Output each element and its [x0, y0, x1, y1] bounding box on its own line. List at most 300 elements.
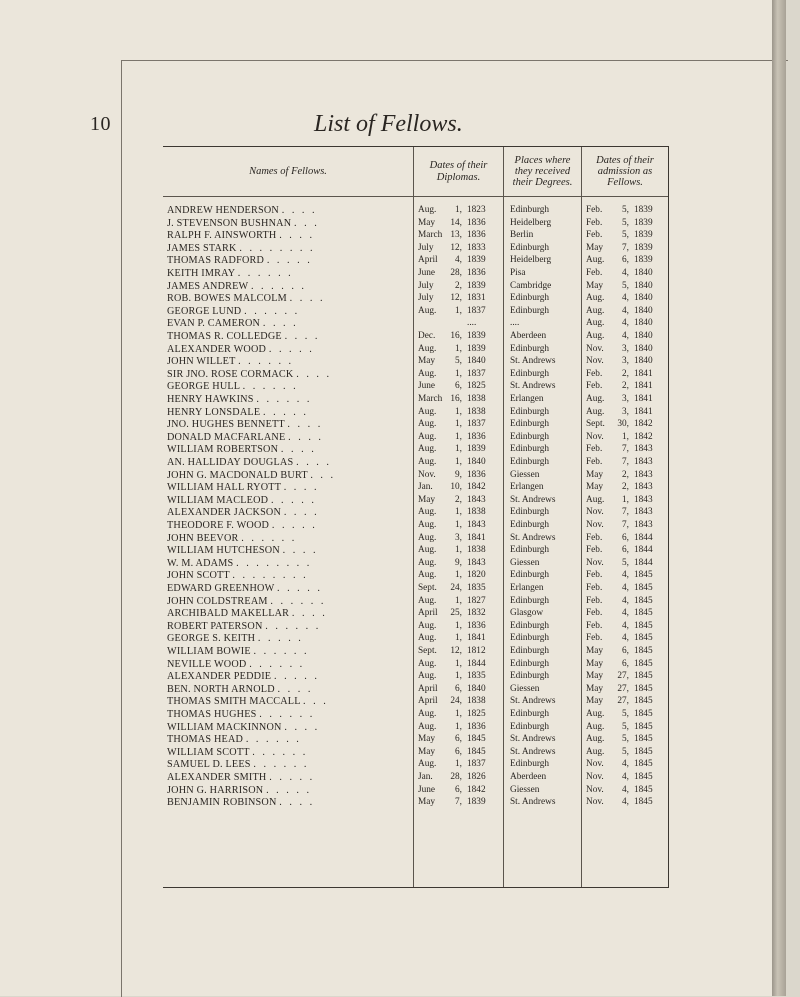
fellow-name: WILLIAM HALL RYOTT . . . .: [167, 482, 320, 494]
admission-year: 1841: [634, 394, 653, 404]
admission-day: 3,: [622, 356, 629, 367]
admission-day: 1,: [622, 431, 629, 442]
admission-day: 4,: [622, 293, 629, 304]
diploma-day: 1,: [455, 545, 462, 556]
admission-month: Aug.: [586, 394, 605, 404]
admission-day: 7,: [622, 520, 629, 530]
admission-month: May: [586, 646, 604, 656]
diploma-month: July: [418, 280, 434, 291]
diploma-day: 24,: [450, 583, 462, 593]
table-row: [163, 797, 668, 810]
admission-year: 1843: [634, 444, 653, 455]
admission-day: 7,: [622, 507, 629, 518]
diploma-day: 1,: [455, 658, 462, 669]
diploma-day: 1,: [455, 431, 462, 442]
admission-year: 1843: [634, 482, 653, 493]
diploma-month: Aug.: [418, 595, 437, 606]
admission-month: May: [586, 671, 604, 682]
admission-month: Nov.: [586, 343, 604, 354]
table-row: [163, 621, 668, 634]
diploma-day: 1,: [455, 595, 462, 606]
degree-place: Giessen: [510, 469, 540, 480]
admission-month: Sept.: [586, 419, 605, 430]
admission-month: Feb.: [586, 633, 603, 644]
degree-place: Edinburgh: [510, 671, 550, 682]
diploma-year: 1836: [467, 268, 486, 278]
degree-place: St. Andrews: [510, 696, 556, 707]
diploma-year: 1839: [467, 255, 486, 266]
table-row: [163, 759, 668, 772]
admission-day: 5,: [622, 230, 629, 241]
diploma-year: 1836: [467, 230, 486, 241]
header-admission: Dates of their admission as Fellows.: [596, 154, 654, 188]
admission-year: 1845: [634, 583, 653, 593]
diploma-day: 2,: [455, 494, 462, 505]
fellow-name: EVAN P. CAMERON . . . .: [167, 318, 299, 330]
table-row: [163, 205, 668, 218]
admission-year: 1840: [634, 280, 653, 291]
table-row: [163, 583, 668, 596]
admission-day: 2,: [622, 381, 629, 392]
diploma-day: 1,: [455, 368, 462, 379]
admission-year: 1845: [634, 570, 653, 581]
diploma-month: Sept.: [418, 646, 437, 656]
diploma-year: 1831: [467, 293, 486, 304]
diploma-month: Aug.: [418, 545, 437, 556]
diploma-year: 1835: [467, 583, 486, 593]
diploma-month: Aug.: [418, 457, 437, 467]
degree-place: Edinburgh: [510, 343, 550, 354]
admission-month: Feb.: [586, 444, 603, 455]
table-row: [163, 457, 668, 470]
diploma-day: 1,: [455, 520, 462, 530]
page-header: [90, 113, 610, 137]
diploma-month: March: [418, 394, 443, 404]
diploma-year: 1837: [467, 419, 486, 430]
diploma-day: 16,: [450, 394, 462, 404]
admission-month: May: [586, 469, 604, 480]
diploma-year: 1812: [467, 646, 486, 656]
admission-month: May: [586, 696, 604, 707]
table-row: [163, 444, 668, 457]
fellow-name: GEORGE S. KEITH . . . . .: [167, 633, 304, 645]
fellow-name: KEITH IMRAY . . . . . .: [167, 268, 294, 279]
admission-month: Feb.: [586, 595, 603, 606]
admission-day: 30,: [617, 419, 629, 430]
fellow-name: JAMES ANDREW . . . . . .: [167, 280, 307, 292]
admission-day: 5,: [622, 280, 629, 291]
admission-day: 4,: [622, 583, 629, 593]
degree-place: Edinburgh: [510, 595, 550, 606]
admission-month: Feb.: [586, 620, 603, 631]
diploma-year: 1835: [467, 671, 486, 682]
diploma-month: Aug.: [418, 419, 437, 430]
diploma-month: Aug.: [418, 721, 437, 732]
admission-year: 1840: [634, 343, 653, 354]
diploma-day: 6,: [455, 683, 462, 694]
degree-place: Cambridge: [510, 280, 552, 291]
diploma-day: 28,: [450, 268, 462, 278]
fellow-name: JOHN SCOTT . . . . . . . .: [167, 570, 309, 582]
table-row: [163, 785, 668, 798]
admission-day: 5,: [622, 746, 629, 757]
diploma-month: Aug.: [418, 406, 437, 417]
diploma-day: 1,: [455, 633, 462, 644]
diploma-year: 1845: [467, 746, 486, 757]
degree-place: ....: [510, 318, 520, 329]
admission-month: Nov.: [586, 520, 604, 530]
diploma-day: 1,: [455, 721, 462, 732]
fellow-name: ALEXANDER JACKSON . . . .: [167, 507, 320, 519]
admission-day: 5,: [622, 217, 629, 228]
fellow-name: EDWARD GREENHOW . . . . .: [167, 583, 323, 594]
diploma-month: April: [418, 255, 438, 266]
diploma-year: 1842: [467, 784, 486, 795]
admission-day: 4,: [622, 318, 629, 329]
table-row: [163, 293, 668, 306]
degree-place: Edinburgh: [510, 406, 550, 417]
diploma-year: 1825: [467, 709, 486, 719]
diploma-year: 1840: [467, 457, 486, 467]
diploma-day: 12,: [450, 242, 462, 253]
fellow-name: HENRY HAWKINS . . . . . .: [167, 394, 312, 405]
admission-year: 1842: [634, 419, 653, 430]
table-row: [163, 281, 668, 294]
admission-month: Nov.: [586, 759, 604, 770]
diploma-year: 1838: [467, 406, 486, 417]
diploma-year: 1841: [467, 633, 486, 644]
admission-month: Feb.: [586, 268, 603, 278]
fellow-name: WILLIAM SCOTT . . . . . .: [167, 746, 308, 758]
admission-day: 27,: [617, 696, 629, 707]
diploma-year: 1825: [467, 381, 486, 392]
admission-month: Aug.: [586, 293, 605, 304]
diploma-month: Nov.: [418, 469, 436, 480]
diploma-month: April: [418, 696, 438, 707]
diploma-day: 6,: [455, 381, 462, 392]
admission-day: 4,: [622, 784, 629, 795]
fellow-name: WILLIAM MACLEOD . . . . .: [167, 494, 317, 506]
degree-place: St. Andrews: [510, 746, 556, 757]
admission-year: 1845: [634, 646, 653, 656]
diploma-year: 1836: [467, 431, 486, 442]
table-row: [163, 306, 668, 319]
page-number: 10: [90, 113, 111, 135]
diploma-year: 1844: [467, 658, 486, 669]
diploma-month: May: [418, 356, 436, 367]
diploma-year: 1823: [467, 205, 486, 215]
fellow-name: THOMAS SMITH MACCALL . . .: [167, 696, 329, 708]
diploma-month: Aug.: [418, 305, 437, 316]
diploma-month: Aug.: [418, 671, 437, 682]
admission-year: 1843: [634, 469, 653, 480]
fellow-name: RALPH F. AINSWORTH . . . .: [167, 230, 315, 242]
table-row: [163, 356, 668, 369]
degree-place: Heidelberg: [510, 255, 552, 266]
diploma-day: 1,: [455, 419, 462, 430]
admission-day: 4,: [622, 305, 629, 316]
diploma-year: 1837: [467, 305, 486, 316]
admission-day: 4,: [622, 620, 629, 631]
fellow-name: BEN. NORTH ARNOLD . . . .: [167, 683, 313, 695]
admission-year: 1840: [634, 318, 653, 329]
diploma-month: Aug.: [418, 431, 437, 442]
degree-place: Edinburgh: [510, 507, 550, 518]
diploma-year: 1839: [467, 331, 486, 341]
admission-year: 1839: [634, 205, 653, 215]
degree-place: Edinburgh: [510, 444, 550, 455]
table-row: [163, 369, 668, 382]
admission-year: 1845: [634, 633, 653, 644]
admission-year: 1845: [634, 620, 653, 631]
fellow-name: THOMAS R. COLLEDGE . . . .: [167, 331, 320, 342]
degree-place: St. Andrews: [510, 797, 556, 808]
diploma-year: 1839: [467, 444, 486, 455]
admission-month: May: [586, 482, 604, 493]
header-places: Places where they received their Degrees.: [512, 154, 573, 188]
degree-place: Edinburgh: [510, 520, 550, 530]
table-row: [163, 218, 668, 231]
diploma-month: Sept.: [418, 583, 437, 593]
admission-year: 1845: [634, 721, 653, 732]
admission-day: 5,: [622, 709, 629, 719]
diploma-year: 1838: [467, 696, 486, 707]
admission-month: Aug.: [586, 305, 605, 316]
admission-day: 3,: [622, 343, 629, 354]
fellows-table: [163, 146, 669, 888]
diploma-day: 9,: [455, 557, 462, 568]
fellow-name: JOHN G. HARRISON . . . . .: [167, 784, 312, 796]
fellow-name: JOHN G. MACDONALD BURT . . .: [167, 469, 336, 481]
diploma-month: Dec.: [418, 331, 436, 341]
admission-day: 4,: [622, 331, 629, 341]
admission-month: Aug.: [586, 406, 605, 417]
diploma-month: Aug.: [418, 557, 437, 568]
admission-year: 1845: [634, 759, 653, 770]
diploma-year: 1843: [467, 520, 486, 530]
fellow-name: THOMAS RADFORD . . . . .: [167, 255, 313, 267]
degree-place: Edinburgh: [510, 721, 550, 732]
fellow-name: ALEXANDER SMITH . . . . .: [167, 772, 315, 783]
admission-month: Aug.: [586, 721, 605, 732]
degree-place: Aberdeen: [510, 772, 547, 782]
diploma-year: 1843: [467, 557, 486, 568]
fellow-name: ALEXANDER PEDDIE . . . . .: [167, 671, 320, 683]
fellow-name: THOMAS HEAD . . . . . .: [167, 734, 302, 746]
diploma-month: May: [418, 746, 436, 757]
diploma-day: 10,: [450, 482, 462, 493]
admission-month: Nov.: [586, 772, 604, 782]
degree-place: Edinburgh: [510, 646, 550, 656]
admission-day: 5,: [622, 721, 629, 732]
admission-year: 1843: [634, 507, 653, 518]
degree-place: Erlangen: [510, 583, 544, 593]
diploma-month: Aug.: [418, 532, 437, 543]
fellow-name: JOHN COLDSTREAM . . . . . .: [167, 595, 326, 607]
diploma-year: 1842: [467, 482, 486, 493]
admission-month: Aug.: [586, 709, 605, 719]
diploma-year: 1832: [467, 608, 486, 619]
admission-month: Feb.: [586, 217, 603, 228]
admission-year: 1839: [634, 217, 653, 228]
diploma-year: ....: [467, 318, 477, 329]
admission-month: Aug.: [586, 318, 605, 329]
admission-month: Aug.: [586, 746, 605, 757]
table-row: [163, 381, 668, 394]
degree-place: Edinburgh: [510, 709, 550, 719]
admission-day: 7,: [622, 242, 629, 253]
admission-year: 1845: [634, 608, 653, 619]
diploma-year: 1837: [467, 368, 486, 379]
admission-year: 1839: [634, 230, 653, 241]
admission-day: 4,: [622, 595, 629, 606]
fellow-name: AN. HALLIDAY DOUGLAS . . . .: [167, 457, 332, 468]
diploma-month: Aug.: [418, 343, 437, 354]
diploma-year: 1836: [467, 721, 486, 732]
admission-month: Feb.: [586, 608, 603, 619]
fellow-name: GEORGE LUND . . . . . .: [167, 305, 300, 317]
fellow-name: JAMES STARK . . . . . . . .: [167, 242, 316, 254]
diploma-month: Aug.: [418, 520, 437, 530]
degree-place: Edinburgh: [510, 457, 550, 467]
degree-place: Edinburgh: [510, 293, 550, 304]
admission-day: 7,: [622, 444, 629, 455]
table-row: [163, 722, 668, 735]
diploma-year: 1840: [467, 683, 486, 694]
admission-year: 1839: [634, 255, 653, 266]
degree-place: Edinburgh: [510, 620, 550, 631]
diploma-month: June: [418, 268, 436, 278]
diploma-day: 1,: [455, 305, 462, 316]
admission-day: 5,: [622, 205, 629, 215]
diploma-month: Aug.: [418, 709, 437, 719]
diploma-month: July: [418, 242, 434, 253]
degree-place: Erlangen: [510, 482, 544, 493]
table-row: [163, 747, 668, 760]
admission-day: 4,: [622, 570, 629, 581]
admission-year: 1845: [634, 797, 653, 808]
admission-day: 4,: [622, 608, 629, 619]
diploma-month: May: [418, 217, 436, 228]
diploma-day: 16,: [450, 331, 462, 341]
diploma-day: 2,: [455, 280, 462, 291]
admission-day: 5,: [622, 557, 629, 568]
admission-year: 1845: [634, 746, 653, 757]
degree-place: Edinburgh: [510, 570, 550, 581]
degree-place: Edinburgh: [510, 368, 550, 379]
admission-month: Feb.: [586, 583, 603, 593]
admission-day: 2,: [622, 469, 629, 480]
table-row: [163, 432, 668, 445]
diploma-day: 1,: [455, 457, 462, 467]
header-names: Names of Fellows.: [249, 165, 327, 177]
diploma-year: 1841: [467, 532, 486, 543]
diploma-year: 1840: [467, 356, 486, 367]
diploma-month: Aug.: [418, 658, 437, 669]
table-row: [163, 331, 668, 344]
diploma-day: 7,: [455, 797, 462, 808]
diploma-day: 1,: [455, 507, 462, 518]
diploma-year: 1838: [467, 394, 486, 404]
degree-place: Heidelberg: [510, 217, 552, 228]
fellow-name: WILLIAM MACKINNON . . . .: [167, 721, 320, 733]
degree-place: Glasgow: [510, 608, 544, 619]
diploma-year: 1833: [467, 242, 486, 253]
degree-place: Edinburgh: [510, 419, 550, 430]
header-rule: [163, 196, 668, 197]
degree-place: Aberdeen: [510, 331, 547, 341]
running-title: List of Fellows.: [314, 111, 463, 137]
admission-month: Feb.: [586, 545, 603, 556]
degree-place: St. Andrews: [510, 356, 556, 367]
fellow-name: ROBERT PATERSON . . . . . .: [167, 620, 321, 632]
admission-year: 1845: [634, 734, 653, 745]
diploma-month: April: [418, 608, 438, 619]
degree-place: Berlin: [510, 230, 534, 241]
table-row: [163, 659, 668, 672]
diploma-month: Aug.: [418, 633, 437, 644]
degree-place: Edinburgh: [510, 205, 550, 215]
diploma-month: May: [418, 734, 436, 745]
admission-day: 4,: [622, 633, 629, 644]
diploma-month: April: [418, 683, 438, 694]
admission-year: 1844: [634, 532, 653, 543]
admission-day: 2,: [622, 368, 629, 379]
fellow-name: THOMAS HUGHES . . . . . .: [167, 709, 315, 720]
admission-year: 1844: [634, 545, 653, 556]
table-row: [163, 596, 668, 609]
fellow-name: W. M. ADAMS . . . . . . . .: [167, 557, 312, 569]
diploma-day: 1,: [455, 444, 462, 455]
table-row: [163, 419, 668, 432]
fellow-name: JOHN BEEVOR . . . . . .: [167, 532, 297, 544]
table-row: [163, 570, 668, 583]
fellow-name: ANDREW HENDERSON . . . .: [167, 205, 318, 216]
table-row: [163, 507, 668, 520]
admission-month: Feb.: [586, 230, 603, 241]
diploma-day: 1,: [455, 406, 462, 417]
diploma-day: 1,: [455, 671, 462, 682]
table-row: [163, 558, 668, 571]
diploma-year: 1820: [467, 570, 486, 581]
degree-place: Edinburgh: [510, 633, 550, 644]
admission-month: Aug.: [586, 494, 605, 505]
diploma-day: 9,: [455, 469, 462, 480]
fellow-name: GEORGE HULL . . . . . .: [167, 381, 299, 393]
diploma-year: 1839: [467, 280, 486, 291]
diploma-month: Jan.: [418, 772, 433, 782]
admission-day: 27,: [617, 671, 629, 682]
fellow-name: ALEXANDER WOOD . . . . .: [167, 343, 315, 355]
degree-place: Edinburgh: [510, 545, 550, 556]
table-row: [163, 482, 668, 495]
table-row: [163, 470, 668, 483]
diploma-day: 6,: [455, 784, 462, 795]
fellow-name: WILLIAM HUTCHESON . . . .: [167, 545, 318, 557]
admission-year: 1845: [634, 658, 653, 669]
admission-year: 1845: [634, 683, 653, 694]
admission-year: 1842: [634, 431, 653, 442]
table-row: [163, 520, 668, 533]
diploma-year: 1843: [467, 494, 486, 505]
degree-place: St. Andrews: [510, 734, 556, 745]
admission-day: 2,: [622, 482, 629, 493]
admission-year: 1840: [634, 268, 653, 278]
admission-month: Nov.: [586, 797, 604, 808]
diploma-month: Aug.: [418, 570, 437, 581]
admission-day: 6,: [622, 646, 629, 656]
admission-year: 1844: [634, 557, 653, 568]
